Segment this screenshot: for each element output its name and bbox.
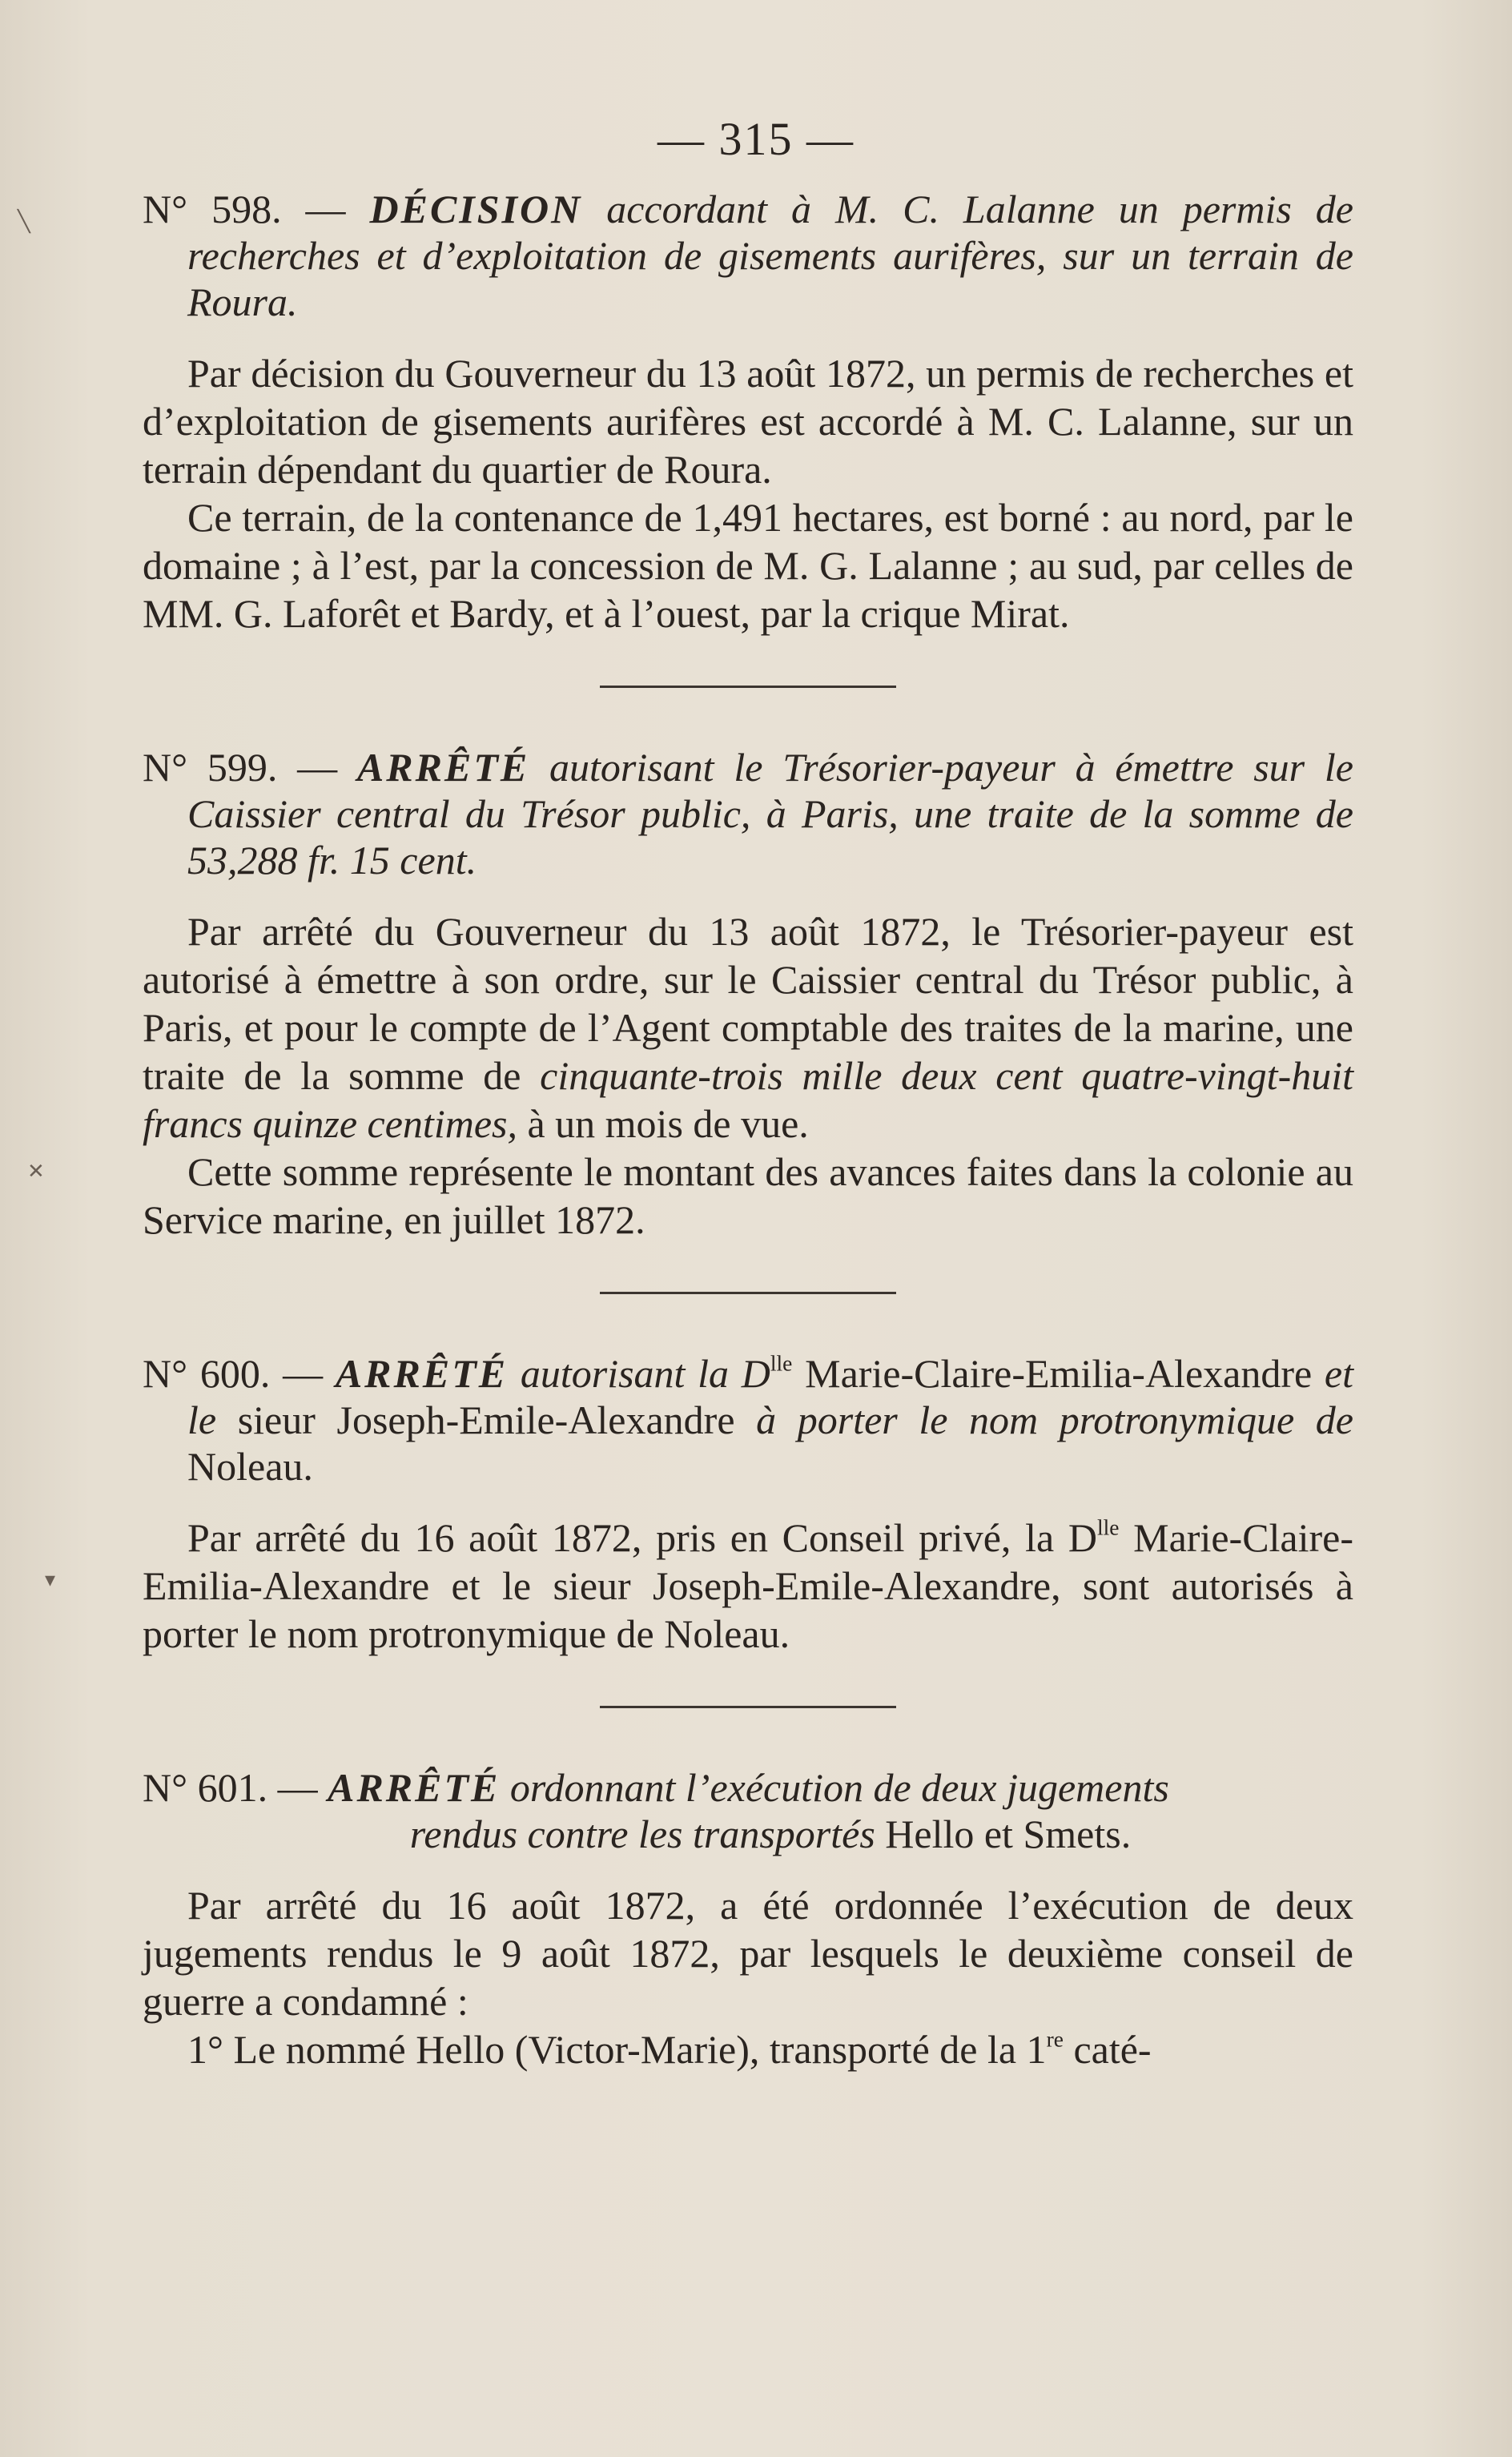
entry-subject: à porter le nom protronymique de	[756, 1397, 1353, 1442]
superscript: lle	[1096, 1514, 1120, 1540]
paragraph-text: caté-	[1063, 2027, 1152, 2072]
entry-598	[143, 186, 1353, 637]
entry-subject: autorisant la D	[508, 1351, 770, 1396]
section-divider	[600, 1706, 896, 1708]
paragraph-text: Par arrêté du 16 août 1872, pris en Conseil privé, la D	[187, 1515, 1097, 1560]
paragraph: Cette somme représente le montant des avances faites dans la colonie au Service marine, en juillet 1872.	[143, 1149, 1353, 1242]
entry-subject: rendus contre les transportés	[409, 1812, 875, 1856]
entry-heading	[143, 186, 1353, 325]
entry-heading	[143, 1350, 1353, 1490]
entry-600	[143, 1350, 1353, 1658]
act-type: ARRÊTÉ	[328, 1765, 501, 1810]
entry-number: N° 599. —	[143, 745, 357, 790]
paragraph-text: Par arrêté du Gouverneur du 13 août 1872, le Trésorier-payeur est autorisé à émettre à son ordre, sur le Caissier central du Trésor public, à Paris, et pour le compte de l’Agent comptable des traites de la marine, une traite de la somme de	[143, 909, 1353, 1098]
text-column	[143, 186, 1353, 2073]
paragraph	[143, 907, 1353, 1148]
paragraph: Par arrêté du 16 août 1872, a été ordonnée l’exécution de deux jugements rendus le 9 août 1872, par lesquels le deuxième conseil de guerre a condamné :	[143, 1883, 1353, 2024]
entry-body	[143, 907, 1353, 1244]
margin-smudge: ✕	[27, 1160, 45, 1183]
person-name: Noleau.	[187, 1444, 313, 1489]
entry-number: N° 601. —	[143, 1765, 328, 1810]
entry-body	[143, 1514, 1353, 1658]
paragraph-text: Marie-Claire-Emilia-Alexandre et le sieur Joseph-Emile-Alexandre, sont autorisés à porter le nom protronymique de Noleau.	[143, 1515, 1354, 1656]
entry-subject: ordonnant l’exécution de deux jugements	[500, 1765, 1169, 1810]
person-names: Hello et Smets.	[875, 1812, 1132, 1856]
entry-subject-line-2	[187, 1811, 1353, 1857]
entry-number: N° 600. —	[143, 1351, 336, 1396]
paragraph: Par décision du Gouverneur du 13 août 1872, un permis de recherches et d’exploitation de gisements aurifères est accordé à M. C. Lalanne, sur un terrain dépendant du quartier de Roura.	[143, 351, 1353, 492]
superscript: lle	[770, 1350, 793, 1376]
entry-body	[143, 349, 1353, 637]
margin-smudge: ╲	[18, 210, 30, 233]
entry-heading	[143, 1764, 1353, 1857]
entry-body	[143, 1881, 1353, 2073]
section-divider	[600, 686, 896, 688]
person-name: sieur Joseph-Emile-Alexandre	[216, 1397, 757, 1442]
superscript: re	[1046, 2026, 1064, 2052]
section-divider	[600, 1292, 896, 1294]
entry-subject: autorisant le Trésorier-payeur à émettre sur le Caissier central du Trésor public, à Paris, une traite de la somme de 53,288 fr. 15 cent.	[187, 745, 1353, 883]
act-type: DÉCISION	[369, 187, 583, 231]
act-type: ARRÊTÉ	[356, 745, 530, 790]
entry-heading	[143, 744, 1353, 883]
entry-601	[143, 1764, 1353, 2073]
paragraph: Ce terrain, de la contenance de 1,491 hectares, est borné : au nord, par le domaine ; à l’est, par la concession de M. G. Lalanne ; au sud, par celles de MM. G. Laforêt et Bardy, et à l’ouest, par la crique Mirat.	[143, 495, 1353, 636]
page-number: — 315 —	[657, 113, 855, 165]
entry-599	[143, 744, 1353, 1244]
person-name: Marie-Claire-Emilia-Alexandre	[792, 1351, 1325, 1396]
entry-number: N° 598. —	[143, 187, 370, 231]
entry-subject: et le	[187, 1351, 1353, 1442]
paragraph-text: à un mois de vue.	[517, 1101, 809, 1146]
amount-in-words: cinquante-trois mille deux cent quatre-vingt-huit francs quinze centimes,	[143, 1053, 1353, 1146]
paragraph-text: 1° Le nommé Hello (Victor-Marie), transporté de la 1	[187, 2027, 1047, 2072]
margin-smudge: ▾	[45, 1568, 56, 1591]
paragraph	[143, 2025, 1353, 2073]
act-type: ARRÊTÉ	[335, 1351, 509, 1396]
entry-subject: accordant à M. C. Lalanne un permis de recherches et d’exploitation de gisements aurifères, sur un terrain de Roura.	[187, 187, 1353, 324]
paragraph	[143, 1514, 1353, 1658]
